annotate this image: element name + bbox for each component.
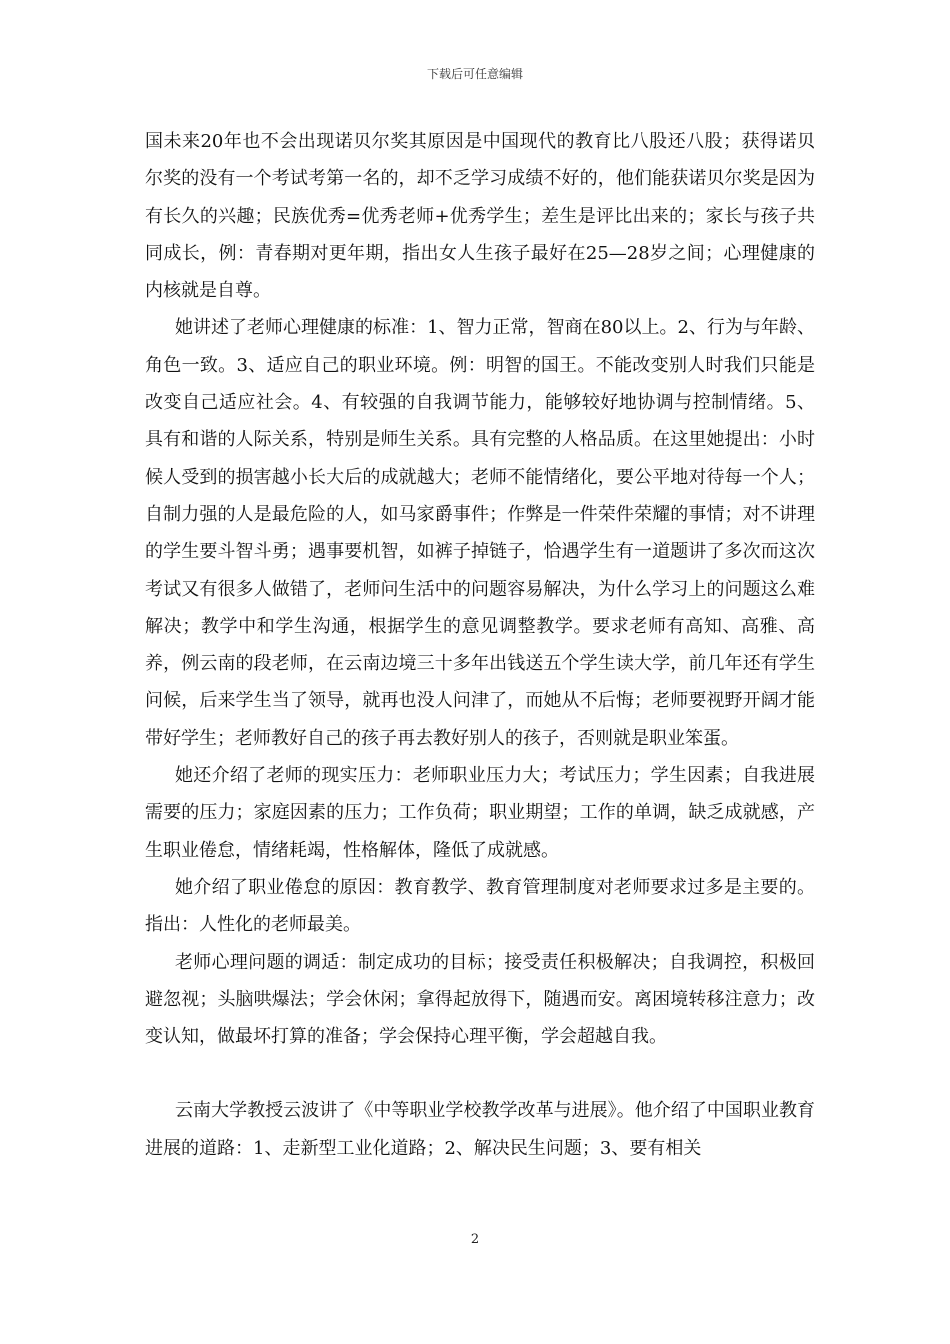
paragraph-real-pressure: 她还介绍了老师的现实压力：老师职业压力大；考试压力；学生因素；自我进展需要的压力；家庭因素的压力；工作负荷；职业期望；工作的单调，缺乏成就感，产生职业倦怠，情绪耗竭，性格解体，隆低了成就感。	[145, 765, 815, 861]
paragraph-continuation: 国未来20年也不会出现诺贝尔奖其原因是中国现代的教育比八股还八股；获得诺贝尔奖的没有一个考试考第一名的，却不乏学习成绩不好的，他们能获诺贝尔奖是因为有长久的兴趣；民族优秀=优秀老师+优秀学生；差生是评比出来的；家长与孩子共同成长，例：青春期对更年期，指出女人生孩子最好在25—28岁之间；心理健康的内核就是自尊。	[145, 131, 815, 302]
paragraph-adjustment: 老师心理问题的调适：制定成功的目标；接受责任积极解决；自我调控，积极回避忽视；头脑哄爆法；学会休闲；拿得起放得下，随遇而安。离困境转移注意力；改变认知，做最坏打算的准备；学会保持心理平衡，学会超越自我。	[145, 951, 815, 1048]
paragraph-burnout-causes: 她介绍了职业倦怠的原因：教育教学、教育管理制度对老师要求过多是主要的。指出：人性化的老师最美。	[145, 876, 815, 936]
page-header: 下载后可任意编辑	[426, 67, 523, 81]
document-body	[145, 123, 815, 1167]
paragraph-mental-health-standards: 她讲述了老师心理健康的标准：1、智力正常，智商在80以上。2、行为与年龄、角色一致。3、适应自己的职业环境。例：明智的国王。不能改变别人时我们只能是改变自己适应社会。4、有较强的自我调节能力，能够较好地协调与控制情绪。5、具有和谐的人际关系，特别是师生关系。具有完整的人格品质。在这里她提出：小时候人受到的损害越小长大后的成就越大；老师不能情绪化，要公平地对待每一个人；自制力强的人是最危险的人，如马家爵事件；作弊是一件荣件荣耀的事情；对不讲理的学生要斗智斗勇；遇事要机智，如裤子掉链子，恰遇学生有一道题讲了多次而这次考试又有很多人做错了，老师问生活中的问题容易解决，为什么学习上的问题这么难解决；教学中和学生沟通，根据学生的意见调整教学。要求老师有高知、高雅、高养，例云南的段老师，在云南边境三十多年出钱送五个学生读大学，前几年还有学生问候，后来学生当了领导，就再也没人问津了，而她从不后悔；老师要视野开阔才能带好学生；老师教好自己的孩子再去教好别人的孩子，否则就是职业笨蛋。	[145, 317, 815, 749]
paragraph-vocational-reform: 云南大学教授云波讲了《中等职业学校教学改革与进展》。他介绍了中国职业教育进展的道路：1、走新型工业化道路；2、解决民生问题；3、要有相关	[145, 1100, 815, 1159]
page-number: 2	[470, 1232, 480, 1247]
